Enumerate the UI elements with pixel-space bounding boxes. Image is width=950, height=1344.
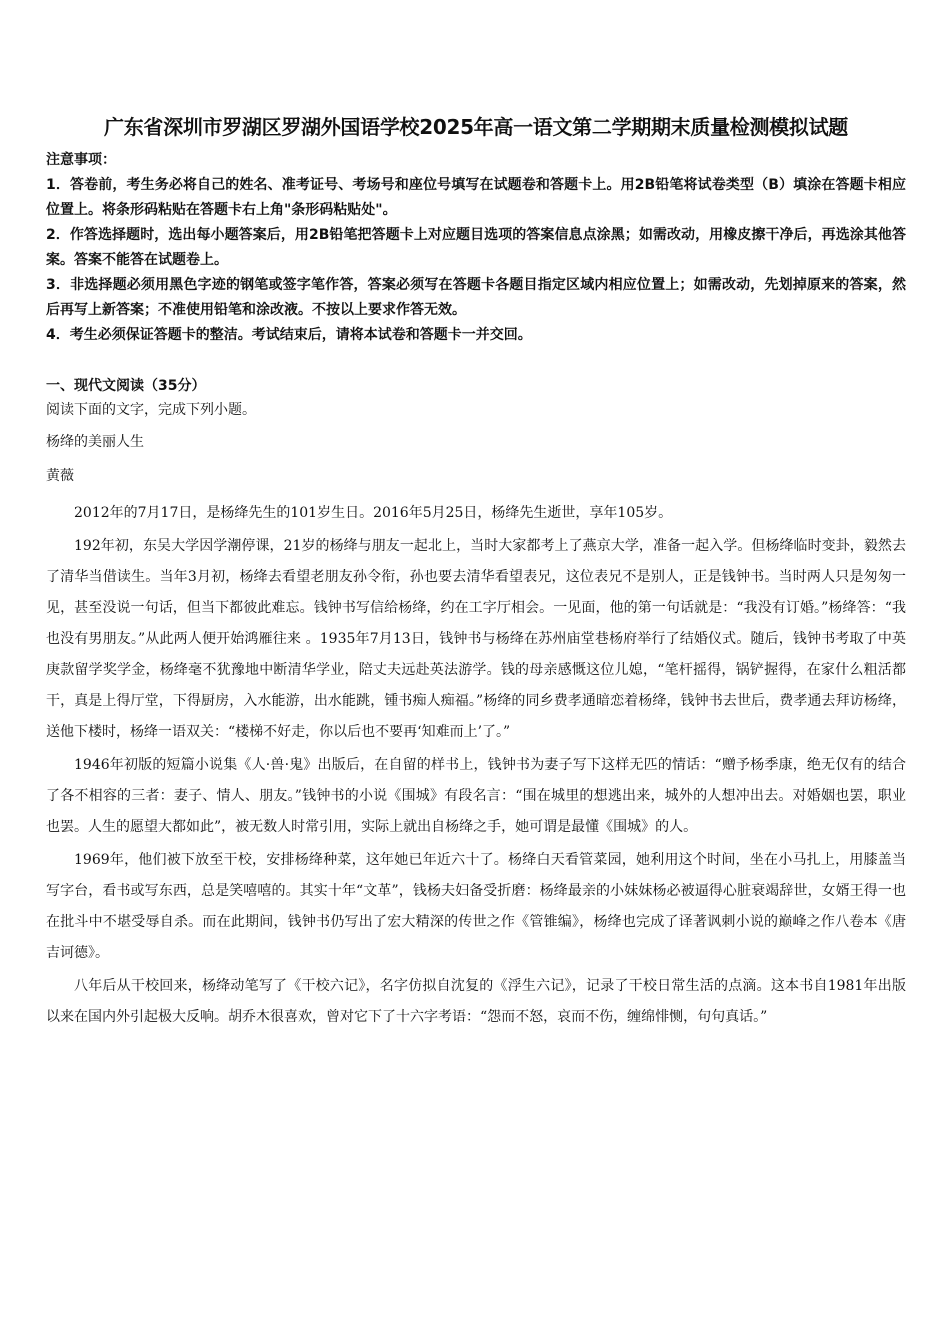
- notice-block: [46, 148, 906, 348]
- exam-page: [46, 112, 906, 1035]
- article-paragraph-5: 八年后从干校回来，杨绛动笔写了《干校六记》，名字仿拟自沈复的《浮生六记》，记录了干校日常生活的点滴。这本书自1981年出版以来在国内外引起极大反响。胡乔木很喜欢，曾对它下了十六字考语：“怨而不怒，哀而不伤，缠绵悱恻，句句真话。”: [46, 978, 906, 1025]
- reading-section: [46, 374, 906, 1033]
- article-paragraph-2: 192年初，东吴大学因学潮停课，21岁的杨绛与朋友一起北上，当时大家都考上了燕京大学，准备一起入学。但杨绛临时变卦，毅然去了清华当借读生。当年3月初，杨绛去看望老朋友孙令衔，孙也要去清华看望表兄，这位表兄不是别人，正是钱钟书。当时两人只是匆匆一见，甚至没说一句话，但当下都彼此难忘。钱钟书写信给杨绛，约在工字厅相会。一见面，他的第一句话就是：“我没有订婚。”杨绛答：“我也没有男朋友。”从此两人便开始鸿雁往来 。1935年7月13日，钱钟书与杨绛在苏州庙堂巷杨府举行了结婚仪式。随后，钱钟书考取了中英庚款留学奖学金，杨绛毫不犹豫地中断清华学业，陪丈夫远赴英法游学。钱的母亲感慨这位儿媳，“笔杆摇得，锅铲握得，在家什么粗活都干，真是上得厅堂，下得厨房，入水能游，出水能跳，锺书痴人痴福。”杨绛的同乡费孝通暗恋着杨绛，钱钟书去世后，费孝通去拜访杨绛，送他下楼时，杨绛一语双关：“楼梯不好走，你以后也不要再‘知难而上’了。”: [46, 538, 906, 740]
- article-paragraph-4: 1969年，他们被下放至干校，安排杨绛种菜，这年她已年近六十了。杨绛白天看管菜园，她利用这个时间，坐在小马扎上，用膝盖当写字台，看书或写东西，总是笑嘻嘻的。其实十年“文革”，钱杨夫妇备受折磨：杨绛最亲的小妹妹杨必被逼得心脏衰竭辞世，女婿王得一也在批斗中不堪受辱自杀。而在此期间，钱钟书仍写出了宏大精深的传世之作《管锥编》，杨绛也完成了译著讽刺小说的巅峰之作八卷本《唐吉诃德》。: [46, 852, 906, 961]
- article-title: 杨绛的美丽人生: [46, 434, 144, 450]
- section-heading: 一、现代文阅读（35分）: [46, 378, 206, 394]
- section-instruction: 阅读下面的文字，完成下列小题。: [46, 402, 256, 418]
- article-author: 黄薇: [46, 468, 74, 484]
- exam-title: 广东省深圳市罗湖区罗湖外国语学校2025年高一语文第二学期期末质量检测模拟试题: [104, 115, 848, 139]
- article-paragraph-1: 2012年的7月17日，是杨绛先生的101岁生日。2016年5月25日，杨绛先生逝世，享年105岁。: [74, 505, 673, 521]
- notice-item-3: 3．非选择题必须用黑色字迹的钢笔或签字笔作答，答案必须写在答题卡各题目指定区域内相应位置上；如需改动，先划掉原来的答案，然后再写上新答案；不准使用铅笔和涂改液。不按以上要求作答无效。: [46, 277, 906, 318]
- article-paragraph-3: 1946年初版的短篇小说集《人·兽·鬼》出版后，在自留的样书上，钱钟书为妻子写下这样无匹的情话：“赠予杨季康，绝无仅有的结合了各不相容的三者：妻子、情人、朋友。”钱钟书的小说《围城》有段名言：“围在城里的想逃出来，城外的人想冲出去。对婚姻也罢，职业也罢。人生的愿望大都如此”，被无数人时常引用，实际上就出自杨绛之手，她可谓是最懂《围城》的人。: [46, 757, 906, 835]
- notice-heading: 注意事项：: [46, 152, 116, 168]
- notice-item-1: 1．答卷前，考生务必将自己的姓名、准考证号、考场号和座位号填写在试题卷和答题卡上。用2B铅笔将试卷类型（B）填涂在答题卡相应位置上。将条形码粘贴在答题卡右上角"条形码粘贴处"。: [46, 177, 906, 218]
- notice-item-2: 2．作答选择题时，选出每小题答案后，用2B铅笔把答题卡上对应题目选项的答案信息点涂黑；如需改动，用橡皮擦干净后，再选涂其他答案。答案不能答在试题卷上。: [46, 227, 906, 268]
- notice-item-4: 4．考生必须保证答题卡的整洁。考试结束后，请将本试卷和答题卡一并交回。: [46, 327, 532, 343]
